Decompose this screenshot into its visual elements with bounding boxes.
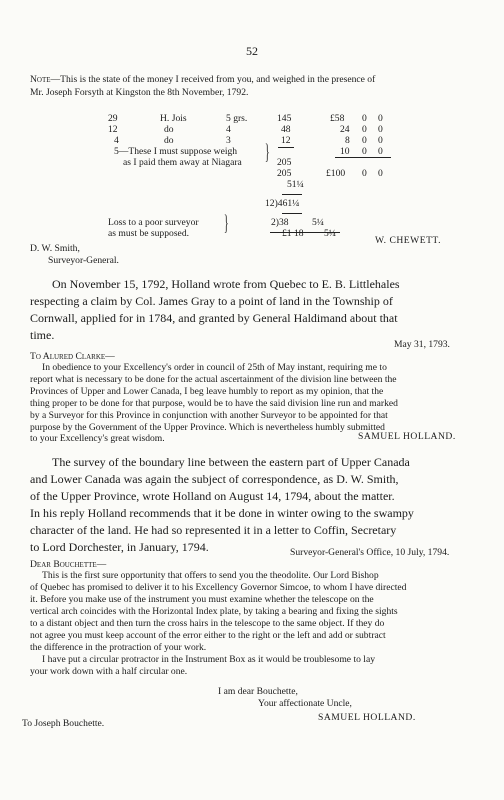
note-label: Note xyxy=(30,74,51,85)
row-shillings: 0 xyxy=(362,146,367,157)
row-pence: 0 xyxy=(378,135,383,146)
row-count: 12 xyxy=(108,124,118,135)
row-item: do xyxy=(164,135,174,146)
letter1-date: May 31, 1793. xyxy=(394,339,450,350)
half-division: 2)38 xyxy=(271,217,289,228)
division-rule xyxy=(282,213,302,214)
letter2-date: Surveyor-General's Office, 10 July, 1794. xyxy=(290,547,450,558)
letter2-line: it. Before you make use of the instrument you must examine whether the telescope on the xyxy=(30,594,374,605)
letter1-line: thing proper to be done for that purpose, would be to have the said division line run and marked xyxy=(30,398,398,409)
row-item: H. Jois xyxy=(160,113,187,124)
row-count: 4 xyxy=(114,135,119,146)
letter2-line: the difference in the protraction of your work. xyxy=(30,642,207,653)
letter2-closing: Your affectionate Uncle, xyxy=(258,698,352,709)
addressee-name: D. W. Smith, xyxy=(30,243,80,254)
row-shillings: 0 xyxy=(362,124,367,135)
letter2-addressee: To Joseph Bouchette. xyxy=(22,718,105,729)
note-text: —This is the state of the money I received from you, and weighed in the presence of xyxy=(50,74,376,85)
letter2-salutation: Dear Bouchette— xyxy=(30,559,107,570)
division-value: 12)461¼ xyxy=(265,198,300,209)
row-pounds: 10 xyxy=(340,146,350,157)
total-pounds: £100 xyxy=(326,168,346,179)
letter1-signature: SAMUEL HOLLAND. xyxy=(358,431,456,442)
letter1-line: to your Excellency's great wisdom. xyxy=(30,433,165,444)
sum-rule xyxy=(278,147,294,148)
para2-line: and Lower Canada was again the subject of correspondence, as D. W. Smith, xyxy=(30,472,399,486)
para1-line: On November 15, 1792, Holland wrote from Quebec to E. B. Littlehales xyxy=(52,277,400,291)
letter1-line: In obedience to your Excellency's order in council of 25th of May instant, requiring me to xyxy=(42,362,387,373)
row-pounds: 8 xyxy=(345,135,350,146)
row-weight: 5 grs. xyxy=(226,113,248,124)
signature-chewett: W. CHEWETT. xyxy=(375,235,441,246)
row-pence: 0 xyxy=(378,124,383,135)
para1-line: Cornwall, applied for in 1784, and granted by General Haldimand about that xyxy=(30,311,398,325)
row-pounds: 24 xyxy=(340,124,350,135)
row-item: do xyxy=(164,124,174,135)
note-line-1 xyxy=(30,73,375,86)
loss-amount: £1 18 xyxy=(282,228,304,239)
letter2-line: vertical arch coincides with the Horizontal Index plate, by taking a bearing and fixing the sights xyxy=(30,606,398,617)
quarter-value: 51¼ xyxy=(287,179,304,190)
letter1-line: report what is necessary to be done for the actual ascertainment of the division line between the xyxy=(30,374,397,385)
para2-line: of the Upper Province, wrote Holland on August 14, 1794, about the matter. xyxy=(30,489,395,503)
para1-line: time. xyxy=(30,328,55,342)
row-weight: 3 xyxy=(226,135,231,146)
half-division-quarter: 5¼ xyxy=(312,217,324,228)
para2-line: to Lord Dorchester, in January, 1794. xyxy=(30,540,209,554)
row-value: 145 xyxy=(277,113,292,124)
sum-value: 205 xyxy=(277,168,292,179)
total-rule xyxy=(335,157,391,158)
para2-line: character of the land. He had so represented it in a letter to Coffin, Secretary xyxy=(30,523,397,537)
letter1-line: purpose by the Government of the Upper Province. Which is nevertheless humbly submitted xyxy=(30,422,385,433)
para1-line: respecting a claim by Col. James Gray to a point of land in the Township of xyxy=(30,294,393,308)
row-pence: 0 xyxy=(378,113,383,124)
row-shillings: 0 xyxy=(362,113,367,124)
loss-text-2: as must be supposed. xyxy=(108,228,190,239)
row-shillings: 0 xyxy=(362,135,367,146)
total-shillings: 0 xyxy=(362,168,367,179)
letter1-line: by a Surveyor for this Province in conjunction with another Surveyor to be appointed for that xyxy=(30,410,388,421)
letter2-closing: I am dear Bouchette, xyxy=(218,686,298,697)
letter1-line: Provinces of Upper and Lower Canada, I beg leave humbly to report as my opinion, that the xyxy=(30,386,384,397)
loss-quarter: 5¼ xyxy=(324,228,336,239)
letter1-salutation: To Alured Clarke— xyxy=(30,351,115,362)
letter2-line: to a distant object and then turn the cross hairs in the telescope to the same object. If they do xyxy=(30,618,385,629)
page-number: 52 xyxy=(246,44,258,58)
letter2-line: of Quebec has promised to deliver it to his Excellency Governor Simcoe, to whom I have directed xyxy=(30,582,407,593)
letter2-line: your work down with a half circular one. xyxy=(30,666,188,677)
row-weight: 4 xyxy=(226,124,231,135)
row-pounds: £58 xyxy=(330,113,345,124)
row-pence: 0 xyxy=(378,146,383,157)
para2-line: In his reply Holland recommends that it be done in winter owing to the swampy xyxy=(30,506,414,520)
brace-mark: } xyxy=(264,139,270,164)
division-rule xyxy=(282,194,302,195)
letter2-signature: SAMUEL HOLLAND. xyxy=(318,712,416,723)
letter2-line: not agree you must keep account of the error either to the right or the left and add or subtract xyxy=(30,630,386,641)
loss-text-1: Loss to a poor surveyor xyxy=(108,217,199,228)
brace-mark: } xyxy=(223,210,229,235)
total-pence: 0 xyxy=(378,168,383,179)
letter2-line: I have put a circular protractor in the Instrument Box as it would be troublesome to lay xyxy=(42,654,376,665)
letter2-line: This is the first sure opportunity that offers to send you the theodolite. Our Lord Bishop xyxy=(42,570,379,581)
row-count: 29 xyxy=(108,113,118,124)
row4-text-2: as I paid them away at Niagara xyxy=(123,157,242,168)
addressee-title: Surveyor-General. xyxy=(48,255,119,266)
note-line-2: Mr. Joseph Forsyth at Kingston the 8th November, 1792. xyxy=(30,87,249,98)
row-value: 12 xyxy=(281,135,291,146)
sum-value: 205 xyxy=(277,157,292,168)
row-value: 48 xyxy=(281,124,291,135)
row4-text-1: 5—These I must suppose weigh xyxy=(114,146,238,157)
para2-line: The survey of the boundary line between the eastern part of Upper Canada xyxy=(52,455,410,469)
